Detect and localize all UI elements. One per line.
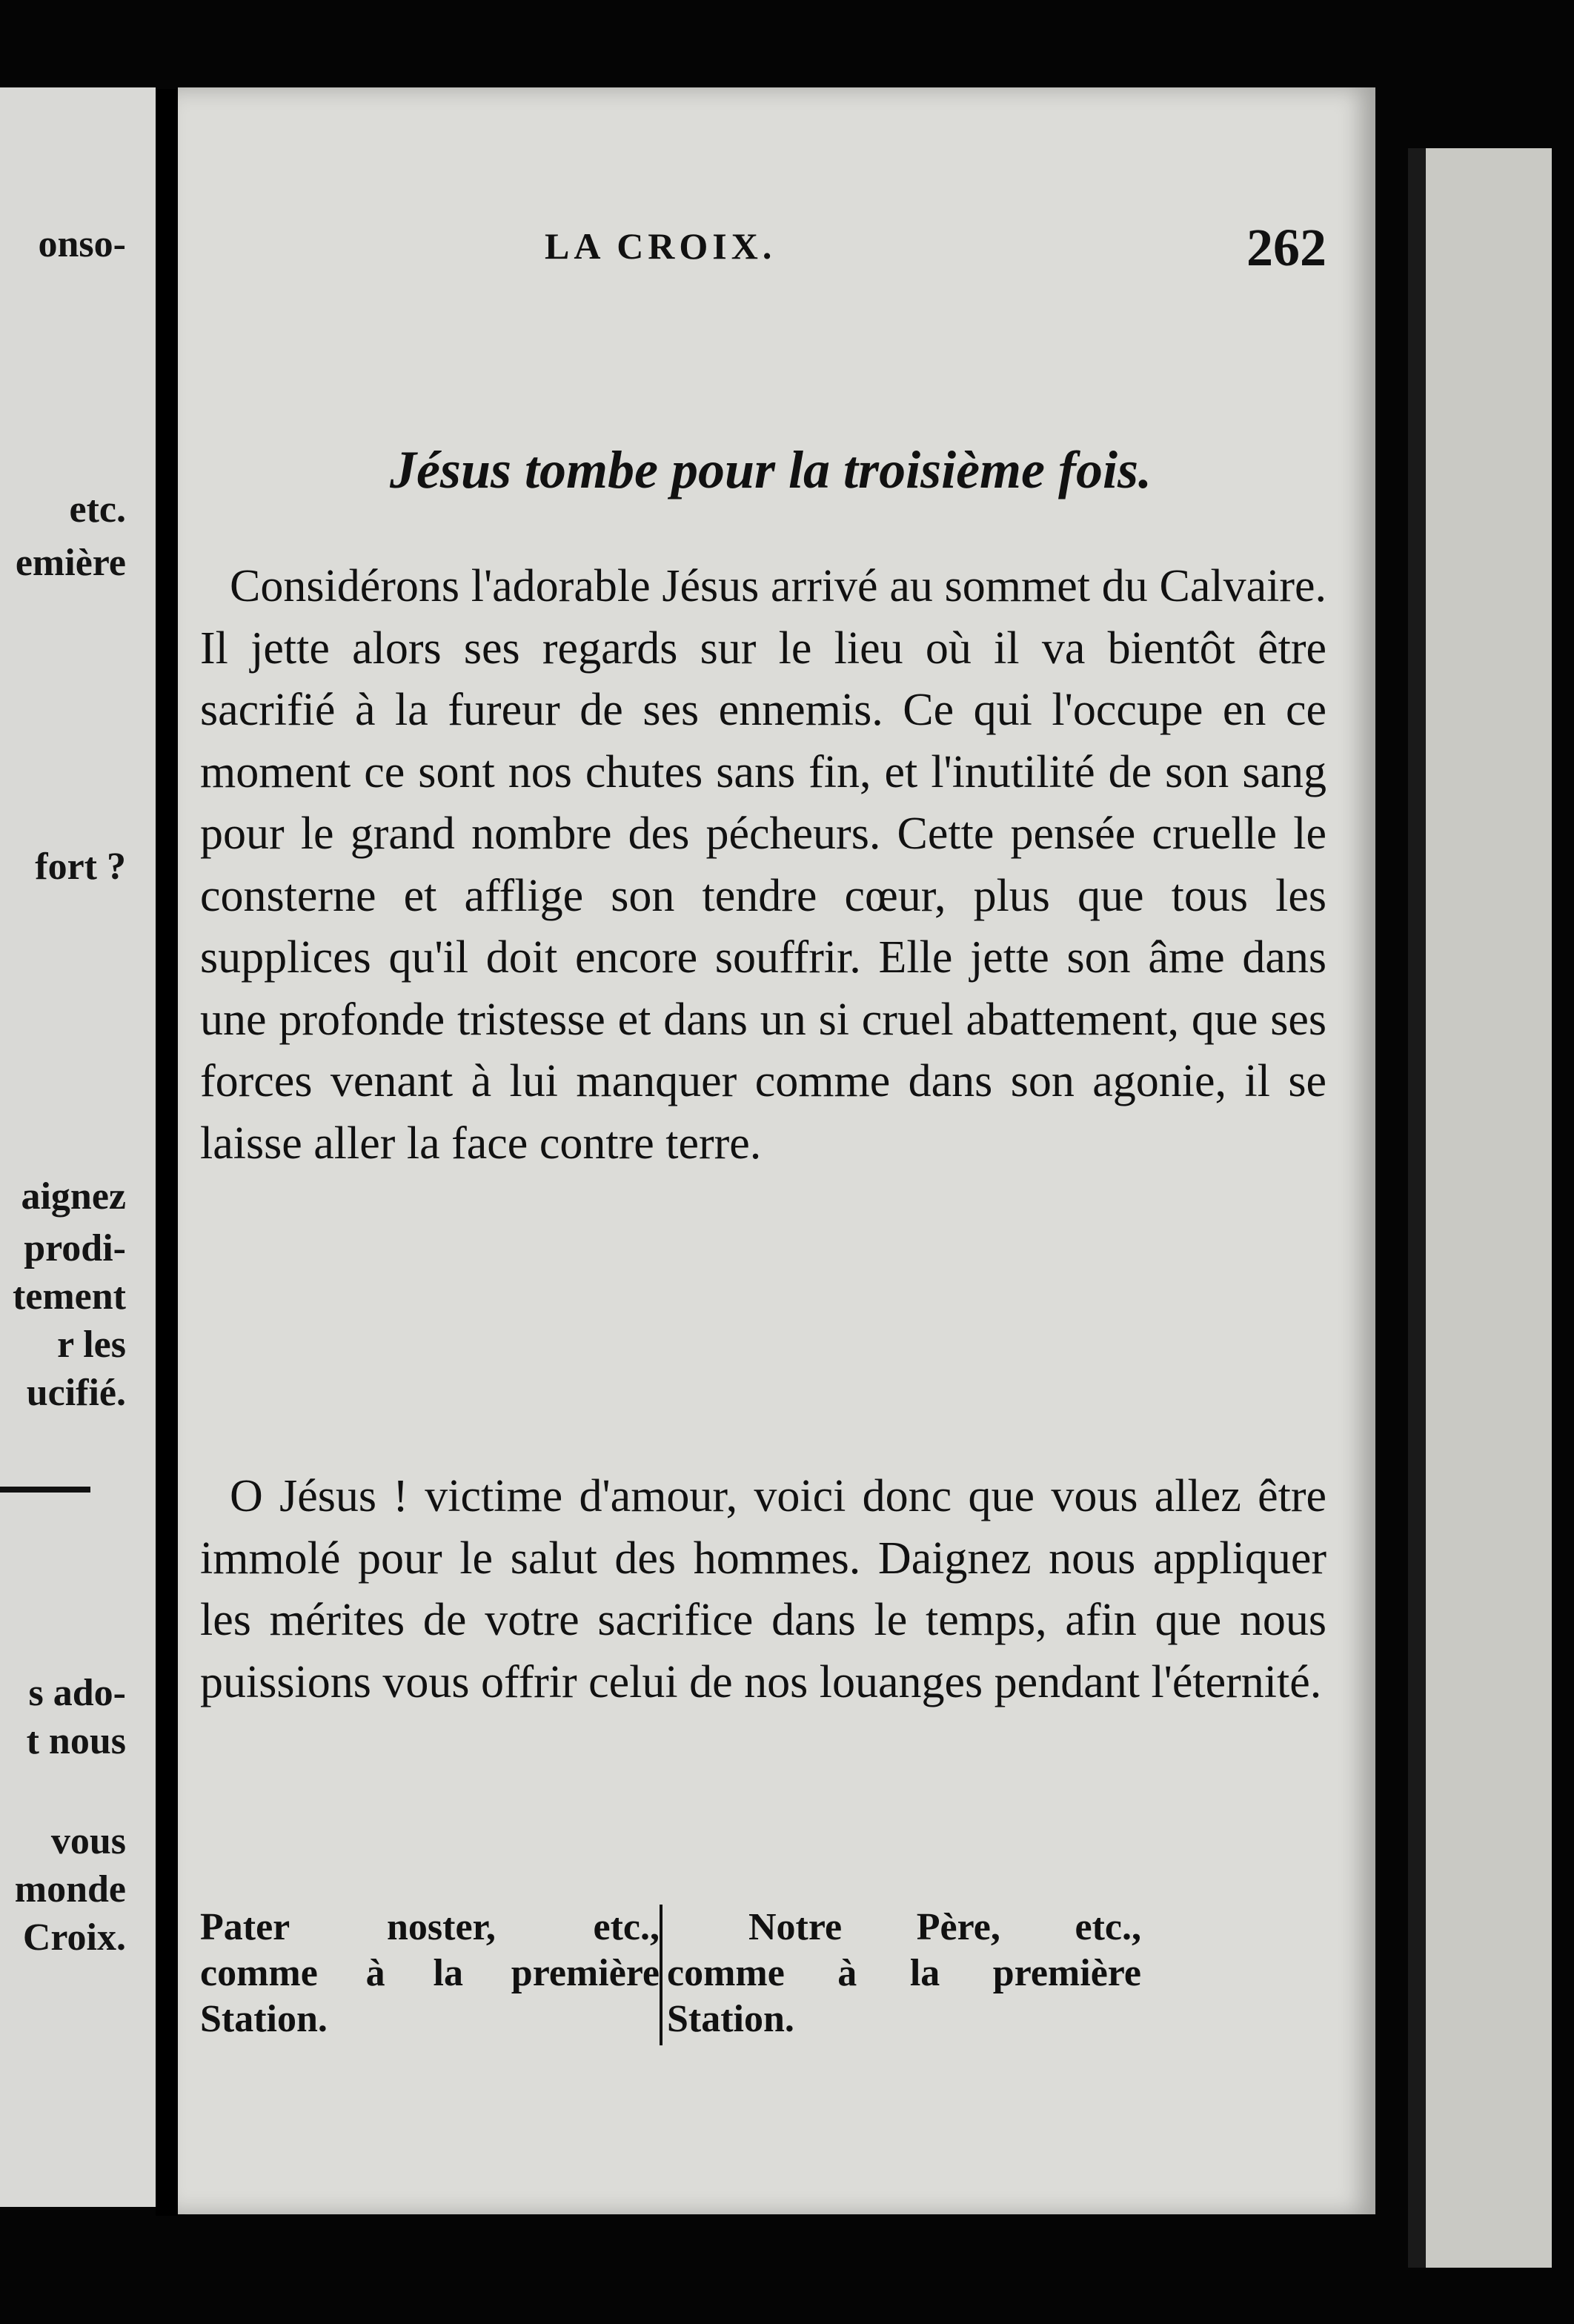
previous-page-line: tement <box>12 1275 126 1318</box>
french-rubric-line-3: Station. <box>667 1998 794 2040</box>
previous-page-line: prodi- <box>24 1227 126 1269</box>
previous-page-line: fort ? <box>35 846 126 888</box>
station-title: Jésus tombe pour la troisième fois. <box>389 440 1152 499</box>
previous-page-line: ucifié. <box>26 1372 126 1414</box>
prayer-paragraph: O Jésus ! victime d'amour, voici donc que vous allez être immolé pour le salut des hommes. Daignez nous appliquer les mérites de votre sacrifice dans le temps, afin que nous puissions vous offrir celui de nos louanges pendant l'éternité. <box>200 1471 1326 1707</box>
french-rubric-line-2: comme à la première <box>667 1952 1141 1994</box>
previous-page-line: etc. <box>69 488 126 531</box>
latin-rubric-line-1: Pater noster, etc., <box>200 1906 660 1948</box>
section-rule <box>0 1487 90 1493</box>
previous-page-line: monde <box>14 1868 126 1910</box>
prayer-rubric-columns <box>200 1905 1326 2045</box>
latin-rubric <box>200 1905 660 2042</box>
french-rubric-line-1: Notre Père, etc., <box>748 1906 1141 1948</box>
running-head-title: LA CROIX. <box>545 225 777 267</box>
running-head <box>200 217 1326 284</box>
previous-page-line: s ado- <box>28 1672 126 1714</box>
previous-page <box>0 87 156 2207</box>
meditation-paragraph: Considérons l'adorable Jésus arrivé au sommet du Calvaire. Il jette alors ses regards sur le lieu où il va bientôt être sacrifié à la fureur de ses ennemis. Ce qui l'occupe en ce moment ce sont nos chutes sans fin, et l'inutilité de son sang pour le grand nombre des pécheurs. Cette pensée cruelle le consterne et afflige son tendre cœur, plus que tous les supplices qu'il doit encore souffrir. Elle jette son âme dans une profonde tristesse et dans un si cruel abattement, que ses forces venant à lui manquer comme dans son agonie, il se laisse aller la face contre terre. <box>200 561 1326 1169</box>
page-edges <box>1408 148 1552 2268</box>
previous-page-line: vous <box>50 1820 126 1862</box>
previous-page-line: emière <box>15 542 126 584</box>
latin-rubric-line-2: comme à la première <box>200 1952 660 1994</box>
french-rubric <box>667 1905 1141 2042</box>
latin-rubric-line-3: Station. <box>200 1998 328 2040</box>
previous-page-line: t nous <box>26 1720 126 1762</box>
column-divider <box>660 1905 663 2045</box>
previous-page-line: r les <box>57 1324 126 1366</box>
page-number: 262 <box>1246 218 1326 277</box>
previous-page-line: onso- <box>38 223 126 265</box>
book-page <box>178 87 1375 2214</box>
previous-page-line: aignez <box>21 1175 126 1218</box>
previous-page-line: Croix. <box>22 1916 126 1959</box>
